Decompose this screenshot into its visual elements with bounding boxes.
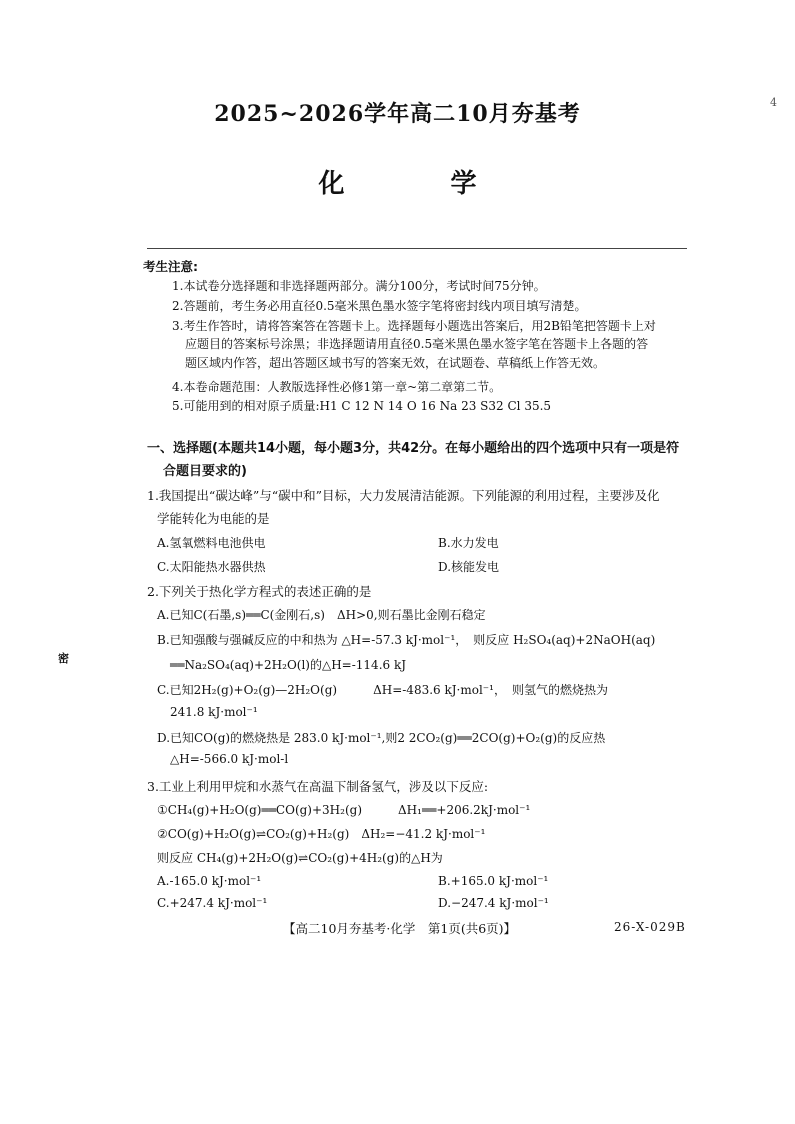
subject-title: 化 学 xyxy=(318,169,517,199)
q2-option-d: D.已知CO(g)的燃烧热是 283.0 kJ·mol⁻¹,则2 2CO₂(g)══2CO(g)+O₂(g)的反应热 xyxy=(157,731,606,745)
section-heading: 一、选择题(本题共14小题，每小题3分，共42分。在每小题给出的四个选项中只有一项是符 xyxy=(147,441,680,456)
q2-option-b: B.已知强酸与强碱反应的中和热为 △H=-57.3 kJ·mol⁻¹， 则反应 H₂SO₄(aq)+2NaOH(aq) xyxy=(157,633,656,647)
q1-option-b: B.水力发电 xyxy=(438,536,499,550)
q1-stem: 1.我国提出“碳达峰”与“碳中和”目标，大力发展清洁能源。下列能源的利用过程，主要涉及化 xyxy=(147,488,660,503)
corner-mark: 4 xyxy=(770,96,777,109)
q1-stem-cont: 学能转化为电能的是 xyxy=(157,511,270,526)
q3-option-c: C.+247.4 kJ·mol⁻¹ xyxy=(157,896,268,910)
q1-option-a: A.氢氧燃料电池供电 xyxy=(157,536,266,550)
notice-heading: 考生注意: xyxy=(143,259,198,274)
notice-item-1: 1.本试卷分选择题和非选择题两部分。满分100分，考试时间75分钟。 xyxy=(172,279,546,293)
page-footer: 【高二10月夯基考·化学 第1页(共6页)】 xyxy=(283,921,517,936)
q3-option-d: D.−247.4 kJ·mol⁻¹ xyxy=(438,896,549,910)
q3-stem: 3.工业上利用甲烷和水蒸气在高温下制备氢气，涉及以下反应: xyxy=(147,779,489,794)
exam-title: 2025~2026学年高二10月夯基考 xyxy=(214,101,581,127)
q3-question: 则反应 CH₄(g)+2H₂O(g)⇌CO₂(g)+4H₂(g)的△H为 xyxy=(157,851,443,865)
q2-option-a: A.已知C(石墨,s)══C(金刚石,s) ΔH>0,则石墨比金刚石稳定 xyxy=(157,608,486,622)
q2-option-c-cont: 241.8 kJ·mol⁻¹ xyxy=(170,705,258,719)
q2-option-c: C.已知2H₂(g)+O₂(g)—2H₂O(g) ΔH=-483.6 kJ·mol⁻¹， 则氢气的燃烧热为 xyxy=(157,683,608,697)
notice-item-2: 2.答题前，考生务必用直径0.5毫米黑色墨水签字笔将密封线内项目填写清楚。 xyxy=(172,299,587,313)
q3-option-b: B.+165.0 kJ·mol⁻¹ xyxy=(438,874,549,888)
notice-item-3: 3.考生作答时，请将答案答在答题卡上。选择题每小题选出答案后，用2B铅笔把答题卡上对 xyxy=(172,319,656,333)
q3-option-a: A.-165.0 kJ·mol⁻¹ xyxy=(157,874,262,888)
q1-option-c: C.太阳能热水器供热 xyxy=(157,560,266,574)
q3-reaction-1: ①CH₄(g)+H₂O(g)══CO(g)+3H₂(g) ΔH₁══+206.2kJ·mol⁻¹ xyxy=(157,803,531,817)
notice-item-3-cont: 应题目的答案标号涂黑；非选择题请用直径0.5毫米黑色墨水签字笔在答题卡上各题的答 xyxy=(185,337,649,351)
exam-code: 26-X-029B xyxy=(614,920,686,934)
q2-option-b-cont: ══Na₂SO₄(aq)+2H₂O(l)的△H=-114.6 kJ xyxy=(170,658,407,672)
q1-option-d: D.核能发电 xyxy=(438,560,500,574)
notice-item-3-cont2: 题区域内作答，超出答题区域书写的答案无效，在试题卷、草稿纸上作答无效。 xyxy=(185,356,606,370)
divider-line xyxy=(147,248,687,249)
q3-reaction-2: ②CO(g)+H₂O(g)⇌CO₂(g)+H₂(g) ΔH₂=−41.2 kJ·mol⁻¹ xyxy=(157,827,486,841)
section-heading-cont: 合题目要求的) xyxy=(163,464,247,479)
notice-item-4: 4.本卷命题范围：人教版选择性必修1第一章~第二章第二节。 xyxy=(172,380,502,394)
q2-stem: 2.下列关于热化学方程式的表述正确的是 xyxy=(147,584,372,599)
q2-option-d-cont: △H=-566.0 kJ·mol-l xyxy=(170,752,289,766)
notice-item-5: 5.可能用到的相对原子质量:H1 C 12 N 14 O 16 Na 23 S32 Cl 35.5 xyxy=(172,399,552,413)
seal-line-mark: 密 xyxy=(58,652,69,665)
